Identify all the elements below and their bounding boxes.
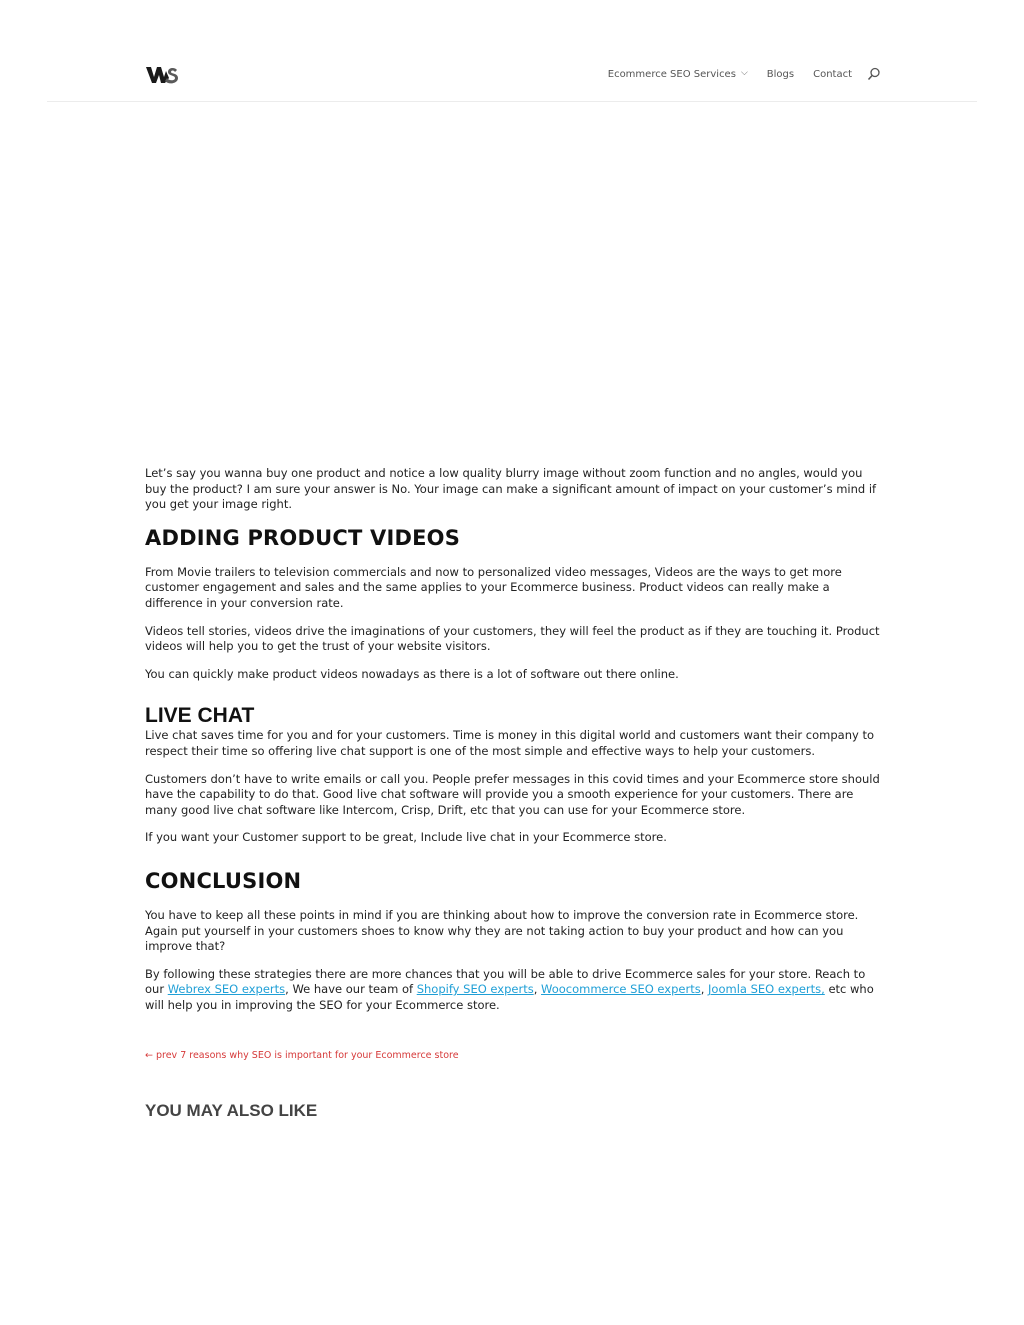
- videos-paragraph-2: Videos tell stories, videos drive the imaginations of your customers, they will feel the product as if they are touching it. Product videos will help you to get the trust of your website visitors.: [145, 623, 880, 654]
- conclusion-text-before: By following these strategies there are more chances that you will be able to drive Ecommerce sales for your store. Reach to our: [145, 966, 866, 997]
- heading-live-chat: LIVE CHAT: [145, 704, 255, 728]
- search-icon[interactable]: [867, 67, 881, 81]
- chat-paragraph-2: Customers don’t have to write emails or call you. People prefer messages in this covid times and your Ecommerce store should have the capability to do that. Good live chat software will provide you a smooth experience for your customers. There are many good live chat software like Intercom, Crisp, Drift, etc that you can use for your Ecommerce store.: [145, 771, 880, 817]
- chat-paragraph-3: If you want your Customer support to be great, Include live chat in your Ecommerce store.: [145, 830, 667, 845]
- site-header: [47, 0, 977, 102]
- site-logo[interactable]: [146, 64, 178, 84]
- nav-item-contact[interactable]: [813, 69, 852, 80]
- nav-label-contact[interactable]: Contact: [813, 68, 852, 80]
- conclusion-paragraph-2: [145, 967, 880, 1014]
- related-heading: YOU MAY ALSO LIKE: [145, 1101, 318, 1120]
- conclusion-text-after: etc who will help you in improving the SEO for your Ecommerce store.: [145, 982, 874, 1012]
- heading-conclusion: CONCLUSION: [145, 868, 302, 893]
- link-shopify-seo-experts[interactable]: Shopify SEO experts: [416, 982, 534, 997]
- nav-item-ecommerce-seo-services[interactable]: [608, 69, 748, 80]
- nav-item-blogs[interactable]: [767, 69, 794, 80]
- link-webrex-seo-experts[interactable]: Webrex SEO experts: [167, 982, 286, 997]
- main-nav: [608, 67, 881, 81]
- link-woocommerce-seo-experts[interactable]: Woocommerce SEO experts: [541, 982, 701, 997]
- link-joomla-seo-experts[interactable]: Joomla SEO experts,: [708, 982, 825, 997]
- heading-adding-product-videos: ADDING PRODUCT VIDEOS: [145, 525, 461, 550]
- videos-paragraph-1: From Movie trailers to television commercials and now to personalized video messages, Videos are the ways to get more customer engagement and sales and the same applies to your Ecommerce business. Product videos can really make a difference in your conversion rate.: [145, 564, 842, 610]
- chat-paragraph-1: Live chat saves time for you and for your customers. Time is money in this digital world and customers want their company to respect their time so offering live chat support is one of the most simple and effective ways to help your customers.: [145, 728, 874, 758]
- nav-label-services[interactable]: Ecommerce SEO Services: [607, 68, 736, 80]
- article-body: [145, 466, 880, 1025]
- chevron-down-icon[interactable]: ⌵: [740, 68, 748, 78]
- separator-comma: ,: [533, 982, 542, 997]
- separator-comma: ,: [700, 982, 709, 997]
- nav-label-blogs[interactable]: Blogs: [766, 68, 795, 80]
- conclusion-text-mid: , We have our team of: [285, 982, 417, 997]
- prev-post-link[interactable]: ← prev 7 reasons why SEO is important for your Ecommerce store: [145, 1050, 459, 1061]
- conclusion-paragraph-1: You have to keep all these points in mind if you are thinking about how to improve the conversion rate in Ecommerce store. Again put yourself in your customers shoes to know why they are not taking action to buy your product and how can you improve that?: [145, 907, 859, 954]
- intro-paragraph: Let’s say you wanna buy one product and notice a low quality blurry image without zoom function and no angles, would you buy the product? I am sure your answer is No. Your image can make a significant amount of impact on your customer’s mind if you get your image right.: [145, 466, 877, 512]
- videos-paragraph-3: You can quickly make product videos nowadays as there is a lot of software out there online.: [145, 666, 679, 681]
